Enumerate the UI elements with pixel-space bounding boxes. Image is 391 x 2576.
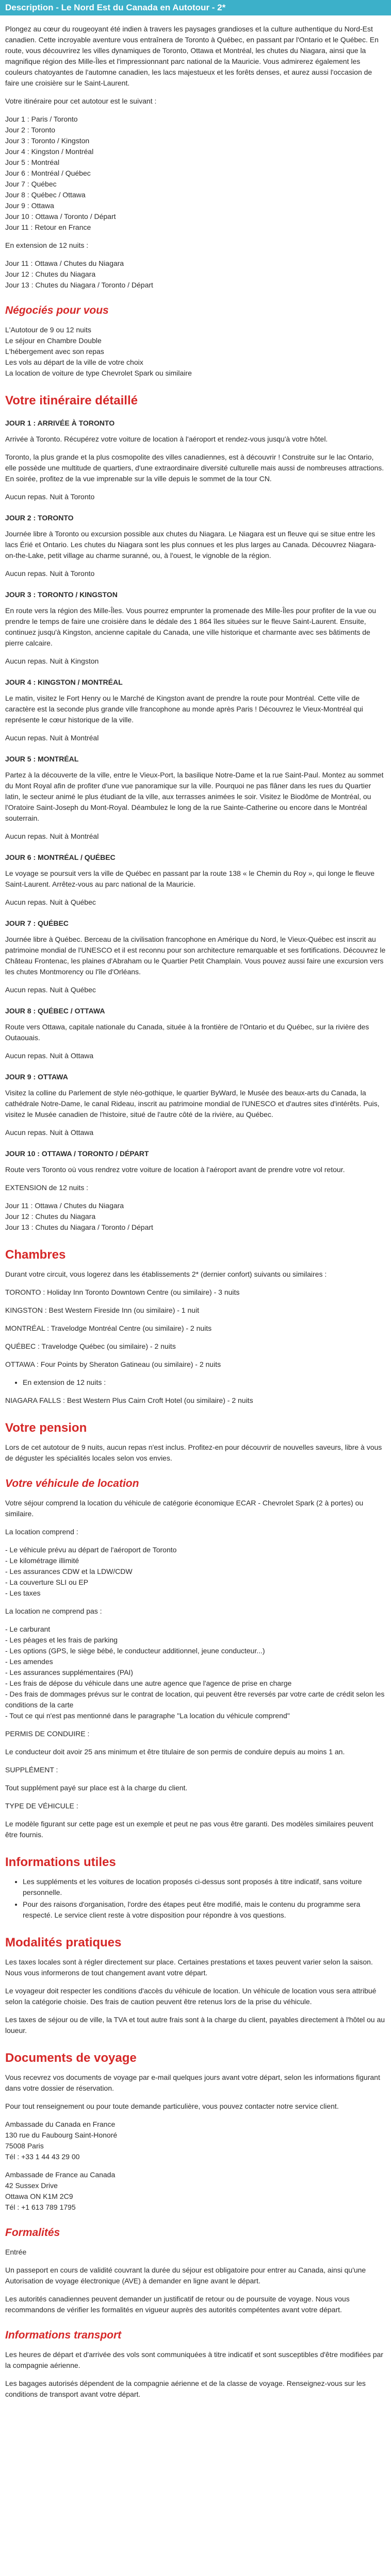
day-text: Partez à la découverte de la ville, entre le Vieux-Port, la basilique Notre-Dame et la rue Saint-Paul. Montez au sommet du Mont Royal afin de profiter d'une vue panoramique sur la ville. Pourquoi ne pas flâner dans les rues du Quartier latin, le secteur animé le plus étudiant de la ville, aux terrasses animées le soir. Visitez le Biodôme de Montréal, ou l'Oratoire Saint-Joseph du Mont-Royal. Déambulez le long de la rue Sainte-Catherine ou encore dans le Montréal souterrain. bbox=[5, 771, 384, 822]
day-title: JOUR 9 : OTTAWA bbox=[5, 1073, 68, 1081]
formalites-text: Les autorités canadiennes peuvent demander un justificatif de retour ou de poursuite de voyage. Nous vous recommandons de vérifier les formalités en vigueur auprès des autorités compétentes avant votre départ. bbox=[5, 2295, 350, 2314]
section-heading-documents: Documents de voyage bbox=[5, 2051, 137, 2065]
address bbox=[5, 2119, 386, 2162]
itinerary-item: Jour 4 : Kingston / Montréal bbox=[5, 147, 94, 156]
intro-extension-intro: En extension de 12 nuits : bbox=[5, 241, 89, 249]
section-heading-modalites: Modalités pratiques bbox=[5, 1936, 122, 1950]
day-block bbox=[5, 418, 386, 502]
title-bar bbox=[0, 0, 391, 15]
extension-day: Jour 12 : Chutes du Niagara bbox=[5, 1212, 96, 1221]
section-heading-itineraire: Votre itinéraire détaillé bbox=[5, 394, 138, 408]
section-heading-formalites: Formalités bbox=[5, 2227, 60, 2239]
address-line: 75008 Paris bbox=[5, 2142, 44, 2150]
type-text: Le modèle figurant sur cette page est un exemple et peut ne pas vous être garanti. Des modèles similaires peuvent être fournis. bbox=[5, 1820, 373, 1839]
vehicule-exclude-item: - Le carburant bbox=[5, 1625, 51, 1633]
informations-list bbox=[5, 1876, 386, 1921]
negocie-list bbox=[5, 325, 386, 379]
itinerary-item: Jour 1 : Paris / Toronto bbox=[5, 115, 78, 123]
itinerary-item: Jour 11 : Retour en France bbox=[5, 223, 91, 231]
day-title: JOUR 10 : OTTAWA / TORONTO / DÉPART bbox=[5, 1149, 149, 1158]
vehicule-exclude-item: - Les assurances supplémentaires (PAI) bbox=[5, 1668, 133, 1676]
extension-days-list bbox=[5, 1200, 386, 1233]
vehicule-excludes-title: La location ne comprend pas : bbox=[5, 1607, 102, 1615]
extension-item: Jour 11 : Ottawa / Chutes du Niagara bbox=[5, 259, 124, 267]
day-block bbox=[5, 918, 386, 995]
day-block bbox=[5, 513, 386, 579]
day-meals: Aucun repas. Nuit à Ottawa bbox=[5, 1128, 94, 1137]
extension-item: Jour 13 : Chutes du Niagara / Toronto / Départ bbox=[5, 281, 153, 289]
address-line: Tél : +1 613 789 1795 bbox=[5, 2203, 76, 2211]
address-block bbox=[5, 2119, 386, 2213]
vehicule-excludes-list bbox=[5, 1624, 386, 1721]
information-item: • Les suppléments et les voitures de location proposés ci-dessus sont proposés à titre indicatif, sans voiture personnelle. bbox=[23, 1876, 386, 1898]
address bbox=[5, 2170, 386, 2213]
negocie-item: L'hébergement avec son repas bbox=[5, 347, 104, 355]
day-block bbox=[5, 1148, 386, 1175]
itinerary-item: Jour 3 : Toronto / Kingston bbox=[5, 137, 90, 145]
itinerary-item: Jour 7 : Québec bbox=[5, 180, 57, 188]
day-block bbox=[5, 589, 386, 667]
hotel-line: MONTRÉAL : Travelodge Montréal Centre (ou similaire) - 2 nuits bbox=[5, 1324, 212, 1332]
vehicule-include-item: - Les assurances CDW et la LDW/CDW bbox=[5, 1567, 133, 1575]
section-heading-negocie: Négociés pour vous bbox=[5, 304, 109, 316]
itinerary-item: Jour 2 : Toronto bbox=[5, 126, 56, 134]
itinerary-item: Jour 6 : Montréal / Québec bbox=[5, 169, 91, 177]
day-meals: Aucun repas. Nuit à Toronto bbox=[5, 493, 95, 501]
day-title: JOUR 7 : QUÉBEC bbox=[5, 919, 69, 927]
address-line: Ottawa ON K1M 2C9 bbox=[5, 2192, 73, 2200]
permis-text: Le conducteur doit avoir 25 ans minimum et être titulaire de son permis de conduire depuis au moins 1 an. bbox=[5, 1748, 345, 1756]
day-text: Route vers Ottawa, capitale nationale du Canada, située à la frontière de l'Ontario et du Québec, sur la rivière des Outaouais. bbox=[5, 1023, 369, 1042]
vehicule-exclude-item: - Les frais de dépose du véhicule dans une autre agence que l'agence de prise en charge bbox=[5, 1679, 292, 1687]
pension-text: Lors de cet autotour de 9 nuits, aucun repas n'est inclus. Profitez-en pour découvrir de nouvelles saveurs, libre à vous de déguster les spécialités locales selon vos envies. bbox=[5, 1443, 382, 1462]
vehicule-include-item: - La couverture SLI ou EP bbox=[5, 1578, 89, 1586]
vehicule-include-item: - Les taxes bbox=[5, 1589, 41, 1597]
day-meals: Aucun repas. Nuit à Toronto bbox=[5, 569, 95, 578]
day-text: En route vers la région des Mille-Îles. Vous pourrez emprunter la promenade des Mille-Îles pour profiter de la vue ou prendre le temps de faire une croisière dans le dédale des 1 864 îles situées sur le fleuve Saint-Laurent. Ensuite, continuez jusqu'à Kingston, ancienne capitale du Canada, une ville historique et charmante avec ses bâtiments de pierre calcaire. bbox=[5, 606, 377, 647]
address-line: 130 rue du Faubourg Saint-Honoré bbox=[5, 2131, 118, 2139]
extension-title: EXTENSION de 12 nuits : bbox=[5, 1183, 89, 1192]
day-title: JOUR 1 : ARRIVÉE À TORONTO bbox=[5, 419, 115, 427]
modalites-text: Les taxes de séjour ou de ville, la TVA et tout autre frais sont à la charge du client, payables directement à l'hôtel ou au loueur. bbox=[5, 2015, 385, 2035]
day-text: Le voyage se poursuit vers la ville de Québec en passant par la route 138 « le Chemin du Roy », qui longe le fleuve Saint-Laurent. Arrêtez-vous au parc national de la Mauricie. bbox=[5, 869, 374, 888]
intro-extension-list bbox=[5, 258, 386, 291]
documents-text: Vous recevrez vos documents de voyage par e-mail quelques jours avant votre départ, selon les informations figurant dans votre dossier de réservation. bbox=[5, 2073, 380, 2092]
vehicule-includes-title: La location comprend : bbox=[5, 1528, 78, 1536]
day-text: Journée libre à Toronto ou excursion possible aux chutes du Niagara. Le Niagara est un fleuve qui se situe entre les lacs Érié et Ontario. Les chutes du Niagara sont les plus connues et les plus larges au Canada. Découvrez Niagara-on-the-Lake, petit village au charme suranné, ou, à l'ouest, le vignoble de la région. bbox=[5, 530, 377, 560]
day-block bbox=[5, 754, 386, 842]
day-title: JOUR 4 : KINGSTON / MONTRÉAL bbox=[5, 678, 123, 686]
vehicule-include-item: - Le kilométrage illimité bbox=[5, 1556, 79, 1565]
chambres-extension-list bbox=[5, 1377, 386, 1388]
hotel-line: OTTAWA : Four Points by Sheraton Gatineau (ou similaire) - 2 nuits bbox=[5, 1360, 221, 1368]
vehicule-exclude-item: - Les péages et les frais de parking bbox=[5, 1636, 118, 1644]
day-text: Toronto, la plus grande et la plus cosmopolite des villes canadiennes, est à découvrir ! Construite sur le lac Ontario, elle possède une multitude de quartiers, d'une extraordinaire diversité culturelle mais aussi de nombreuses attractions. En soirée, profitez de la vue imprenable sur la ville depuis le sommet de la tour CN. bbox=[5, 453, 384, 483]
itinerary-item: Jour 9 : Ottawa bbox=[5, 201, 54, 210]
address-name: Ambassade de France au Canada bbox=[5, 2171, 116, 2179]
page-title: Description - Le Nord Est du Canada en Autotour - 2* bbox=[5, 3, 226, 12]
section-heading-vehicule: Votre véhicule de location bbox=[5, 1478, 139, 1489]
vehicule-exclude-item: - Les options (GPS, le siège bébé, le conducteur additionnel, jeune conducteur...) bbox=[5, 1647, 265, 1655]
day-text: Arrivée à Toronto. Récupérez votre voiture de location à l'aéroport et rendez-vous jusqu'à votre hôtel. bbox=[5, 435, 328, 443]
formalites-text: Un passeport en cours de validité couvrant la durée du séjour est obligatoire pour entrer au Canada, ainsi qu'une Autorisation de voyage électronique (AVE) à demander en ligne avant le départ. bbox=[5, 2266, 366, 2285]
modalites-text: Le voyageur doit respecter les conditions d'accès du véhicule de location. Un véhicule de location vous sera attribué selon la catégorie choisie. Des frais de caution peuvent être retenus lors de la prise du véhicule. bbox=[5, 1987, 377, 2006]
address-name: Ambassade du Canada en France bbox=[5, 2120, 116, 2128]
address-line: Tél : +33 1 44 43 29 00 bbox=[5, 2153, 80, 2161]
documents-text: Pour tout renseignement ou pour toute demande particulière, vous pouvez contacter notre service client. bbox=[5, 2102, 339, 2110]
extension-day: Jour 11 : Ottawa / Chutes du Niagara bbox=[5, 1201, 124, 1210]
day-meals: Aucun repas. Nuit à Ottawa bbox=[5, 1052, 94, 1060]
supplement-title: SUPPLÉMENT : bbox=[5, 1766, 58, 1774]
day-meals: Aucun repas. Nuit à Montréal bbox=[5, 832, 99, 840]
intro-itinerary-intro: Votre itinéraire pour cet autotour est le suivant : bbox=[5, 97, 157, 105]
vehicule-includes-list bbox=[5, 1545, 386, 1599]
day-block bbox=[5, 852, 386, 908]
day-title: JOUR 5 : MONTRÉAL bbox=[5, 755, 79, 763]
itinerary-item: Jour 10 : Ottawa / Toronto / Départ bbox=[5, 212, 116, 221]
itinerary-item: Jour 5 : Montréal bbox=[5, 158, 60, 166]
day-text: Le matin, visitez le Fort Henry ou le Marché de Kingston avant de prendre la route pour Montréal. Cette ville de caractère est la seconde plus grande ville francophone au monde après Paris ! Découvrez le Vieux-Montréal qui représente le cœur historique de la ville. bbox=[5, 694, 363, 724]
day-text: Visitez la colline du Parlement de style néo-gothique, le quartier ByWard, le Musée des beaux-arts du Canada, la cathédrale Notre-Dame, le canal Rideau, inscrit au patrimoine mondial de l'UNESCO et d'autres sites d'intérêts. Puis, visitez le Musée canadien de l'histoire, situé de l'autre côté de la rivière, au Québec. bbox=[5, 1089, 380, 1118]
vehicule-include-item: - Le véhicule prévu au départ de l'aéroport de Toronto bbox=[5, 1546, 177, 1554]
hotel-line: TORONTO : Holiday Inn Toronto Downtown Centre (ou similaire) - 3 nuits bbox=[5, 1288, 240, 1296]
extension-item: Jour 12 : Chutes du Niagara bbox=[5, 270, 96, 278]
day-block bbox=[5, 677, 386, 743]
information-item: • Pour des raisons d'organisation, l'ordre des étapes peut être modifié, mais le contenu du programme sera respecté. Le service client reste à votre disposition pour répondre à vos questions. bbox=[23, 1899, 386, 1921]
day-block bbox=[5, 1006, 386, 1061]
itinerary-item: Jour 8 : Québec / Ottawa bbox=[5, 191, 86, 199]
vehicule-exclude-item: - Des frais de dommages prévus sur le contrat de location, qui peuvent être reversés par votre carte de crédit selon les conditions de la carte bbox=[5, 1690, 385, 1709]
day-title: JOUR 3 : TORONTO / KINGSTON bbox=[5, 590, 118, 599]
day-title: JOUR 2 : TORONTO bbox=[5, 514, 74, 522]
transport-text: Les bagages autorisés dépendent de la compagnie aérienne et de la classe de voyage. Renseignez-vous sur les conditions de transport avant votre départ. bbox=[5, 2379, 366, 2398]
permis-title: PERMIS DE CONDUIRE : bbox=[5, 1730, 90, 1738]
hotel-line: NIAGARA FALLS : Best Western Plus Cairn Croft Hotel (ou similaire) - 2 nuits bbox=[5, 1396, 253, 1404]
hotel-line: KINGSTON : Best Western Fireside Inn (ou similaire) - 1 nuit bbox=[5, 1306, 200, 1314]
negocie-item: Les vols au départ de la ville de votre choix bbox=[5, 358, 143, 366]
modalites-text: Les taxes locales sont à régler directement sur place. Certaines prestations et taxes peuvent varier selon la saison. Nous vous informerons de tout changement avant votre départ. bbox=[5, 1958, 373, 1977]
day-meals: Aucun repas. Nuit à Québec bbox=[5, 986, 96, 994]
section-heading-informations: Informations utiles bbox=[5, 1855, 116, 1869]
extension-day: Jour 13 : Chutes du Niagara / Toronto / Départ bbox=[5, 1223, 153, 1231]
day-text: Route vers Toronto où vous rendrez votre voiture de location à l'aéroport avant de prendre votre vol retour. bbox=[5, 1165, 345, 1174]
vehicule-exclude-item: - Les amendes bbox=[5, 1657, 53, 1666]
day-meals: Aucun repas. Nuit à Montréal bbox=[5, 734, 99, 742]
vehicule-exclude-item: - Tout ce qui n'est pas mentionné dans le paragraphe "La location du véhicule comprend" bbox=[5, 1711, 290, 1720]
day-block bbox=[5, 1072, 386, 1138]
hotel-line: QUÉBEC : Travelodge Québec (ou similaire) - 2 nuits bbox=[5, 1342, 176, 1350]
transport-text: Les heures de départ et d'arrivée des vols sont communiquées à titre indicatif et sont susceptibles d'être modifiées par la compagnie aérienne. bbox=[5, 2350, 383, 2369]
day-text: Journée libre à Québec. Berceau de la civilisation francophone en Amérique du Nord, le Vieux-Québec est inscrit au patrimoine mondial de l'UNESCO et il est reconnu pour son architecture remarquable et ses fortifications. Découvrez le Château Frontenac, les plaines d'Abraham ou le Quartier Petit Champlain. Vous pouvez aussi faire une excursion vers les chutes Montmorency ou l'île d'Orléans. bbox=[5, 935, 386, 976]
negocie-item: L'Autotour de 9 ou 12 nuits bbox=[5, 326, 91, 334]
day-title: JOUR 8 : QUÉBEC / OTTAWA bbox=[5, 1007, 105, 1015]
intro-itinerary-list bbox=[5, 114, 386, 233]
intro-paragraph: Plongez au cœur du rougeoyant été indien à travers les paysages grandioses et la culture authentique du Nord-Est canadien. Cette incroyable aventure vous entraînera de Toronto à Québec, en passant par l'Ontario et le Québec. En route, vous découvrirez les villes dynamiques de Toronto, Ottawa et Montréal, les chutes du Niagara, ainsi que la magnifique région des Mille-Îles et l'impressionnant parc national de la Mauricie. Vous admirerez également les couleurs chatoyantes de l'automne canadien, les lacs majestueux et les forêts denses, et aurez aussi l'occasion de faire une croisière sur le Saint-Laurent. bbox=[5, 25, 379, 87]
section-heading-chambres: Chambres bbox=[5, 1248, 66, 1262]
day-title: JOUR 6 : MONTRÉAL / QUÉBEC bbox=[5, 853, 116, 861]
negocie-item: La location de voiture de type Chevrolet Spark ou similaire bbox=[5, 369, 192, 377]
vehicule-text: Votre séjour comprend la location du véhicule de catégorie économique ECAR - Chevrolet Spark (2 à portes) ou similaire. bbox=[5, 1499, 364, 1518]
address-line: 42 Sussex Drive bbox=[5, 2181, 58, 2190]
chambres-text: Durant votre circuit, vous logerez dans les établissements 2* (dernier confort) suivants ou similaires : bbox=[5, 1270, 327, 1278]
day-meals: Aucun repas. Nuit à Québec bbox=[5, 898, 96, 906]
type-title: TYPE DE VÉHICULE : bbox=[5, 1802, 78, 1810]
negocie-item: Le séjour en Chambre Double bbox=[5, 336, 102, 345]
day-meals: Aucun repas. Nuit à Kingston bbox=[5, 657, 99, 665]
main-content bbox=[0, 15, 391, 2417]
section-heading-pension: Votre pension bbox=[5, 1421, 87, 1435]
chambres-extension-note: • En extension de 12 nuits : bbox=[23, 1377, 386, 1388]
supplement-text: Tout supplément payé sur place est à la charge du client. bbox=[5, 1784, 188, 1792]
formalites-subheading: Entrée bbox=[5, 2248, 27, 2256]
section-heading-transport: Informations transport bbox=[5, 2329, 122, 2341]
